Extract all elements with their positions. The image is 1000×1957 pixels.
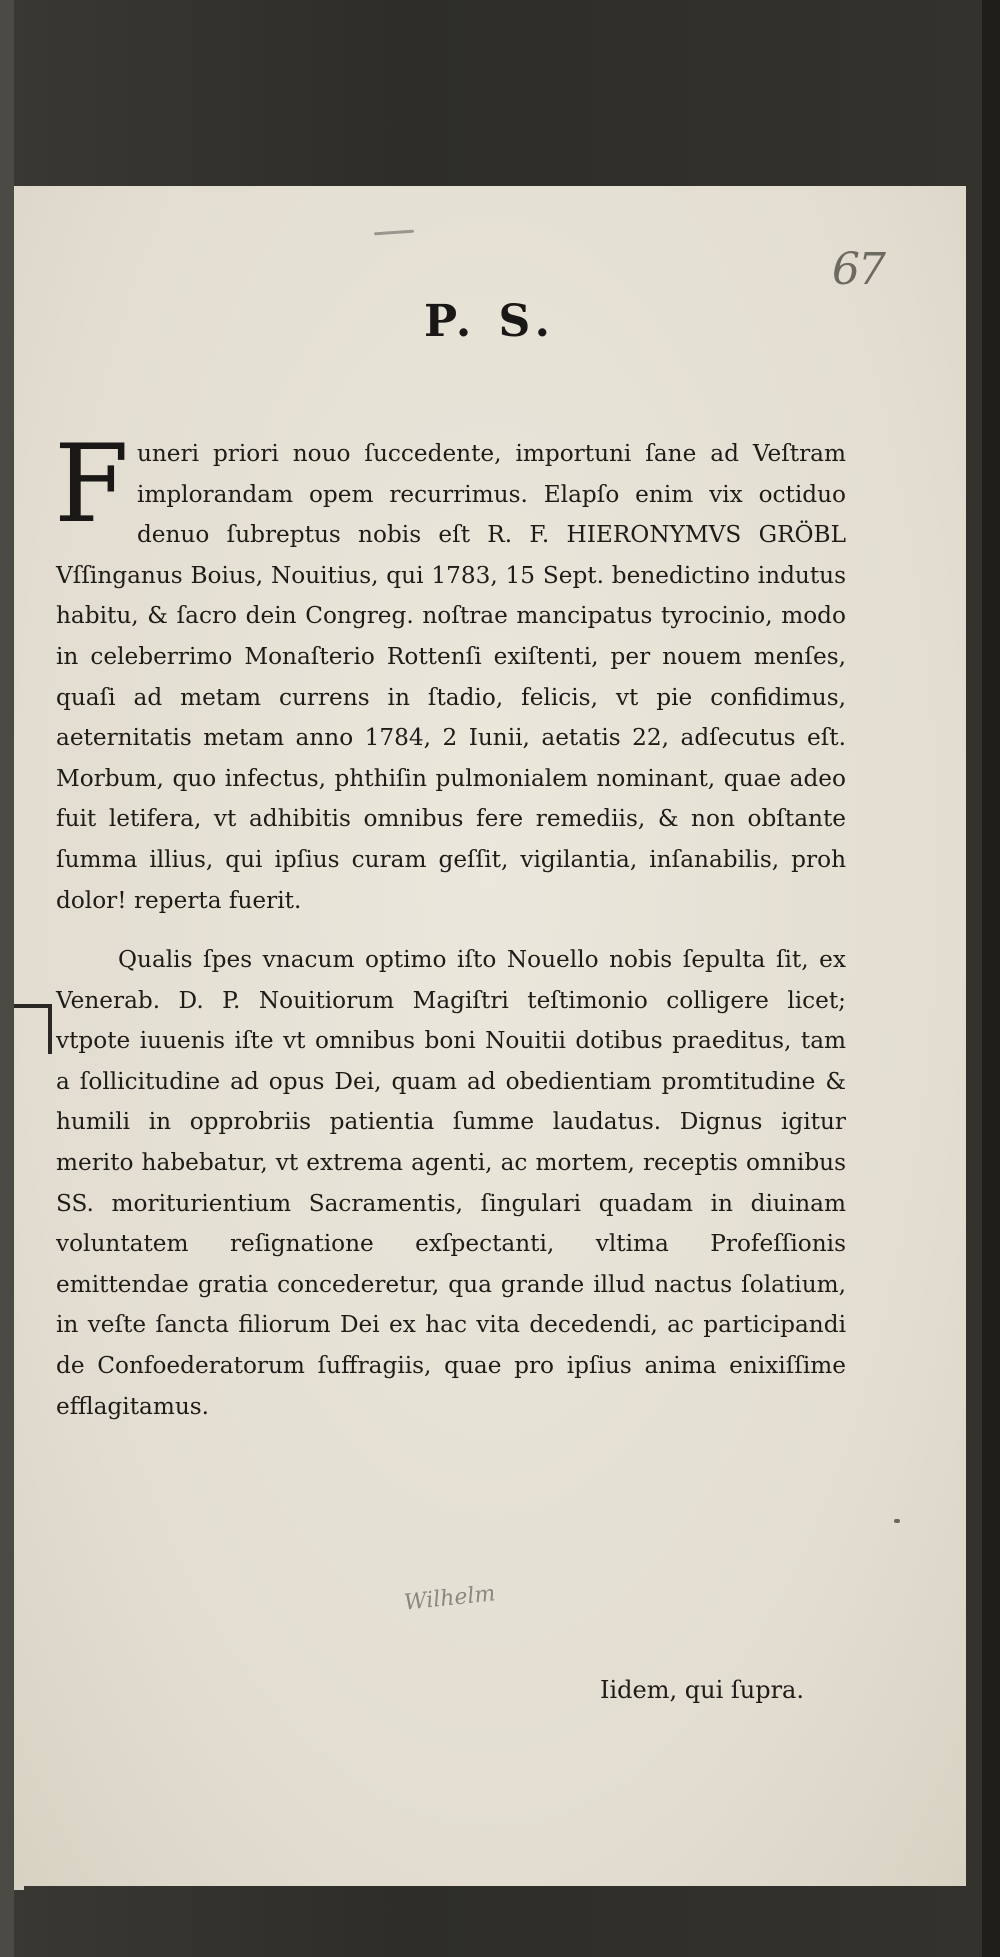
margin-bracket-mark xyxy=(14,1004,52,1054)
paragraph-1-text: uneri priori nouo ſuccedente, importuni ſane ad Veſtram implorandam opem recurrimus. Elapſo enim vix octiduo denuo ſubreptus nobis eſt R. F. HIERONYMVS GRÖBL Vſſinganus Boius, Nouitius, qui 1783, 15 Sept. benedictino indutus habitu, & ſacro dein Congreg. noſtrae mancipatus tyrocinio, modo in celeberrimo Monaſterio Rottenſi exiſtenti, per nouem menſes, quaſi ad metam currens in ſtadio, felicis, vt pie confidimus, aeternitatis metam anno 1784, 2 Iunii, aetatis 22, adſecutus eſt. Morbum, quo infectus, phthiſin pulmonialem nominant, quae adeo fuit letifera, vt adhibitis omnibus fere remediis, & non obſtante ſumma illius, qui ipſius curam geſſit, vigilantia, inſanabilis, proh dolor! reperta fuerit. xyxy=(56,440,846,914)
folio-number: 67 xyxy=(832,244,884,295)
document-page xyxy=(14,186,966,1886)
paragraph-2 xyxy=(56,940,846,1427)
paper-stain xyxy=(894,1519,900,1523)
paragraph-2-text: Qualis ſpes vnacum optimo iſto Nouello nobis ſepulta ſit, ex Venerab. D. P. Nouitiorum Magiſtri teſtimonio colligere licet; vtpote iuuenis iſte vt omnibus boni Nouitii dotibus praeditus, tam a ſollicitudine ad opus Dei, quam ad obedientiam promtitudine & humili in opprobriis patientia ſumme laudatus. Dignus igitur merito habebatur, vt extrema agenti, ac mortem, receptis omnibus SS. moriturientium Sacramentis, ſingulari quadam in diuinam voluntatem reſignatione exſpectanti, vltima Profeſſionis emittendae gratia concederetur, qua grande illud nactus ſolatium, in veſte ſancta filiorum Dei ex hac vita decedendi, ac participandi de Confoederatorum ſuffragiis, quae pro ipſius anima enixiſſime efflagitamus. xyxy=(56,946,846,1420)
handwritten-signature: Wilhelm xyxy=(402,1581,497,1616)
page-title: P. S. xyxy=(424,296,556,347)
binding-edge xyxy=(0,0,14,1957)
drop-cap: F xyxy=(54,422,129,547)
scan-right-edge xyxy=(982,0,1000,1957)
paragraph-1 xyxy=(54,422,846,921)
sign-off-line: Iidem, qui ſupra. xyxy=(600,1676,804,1704)
